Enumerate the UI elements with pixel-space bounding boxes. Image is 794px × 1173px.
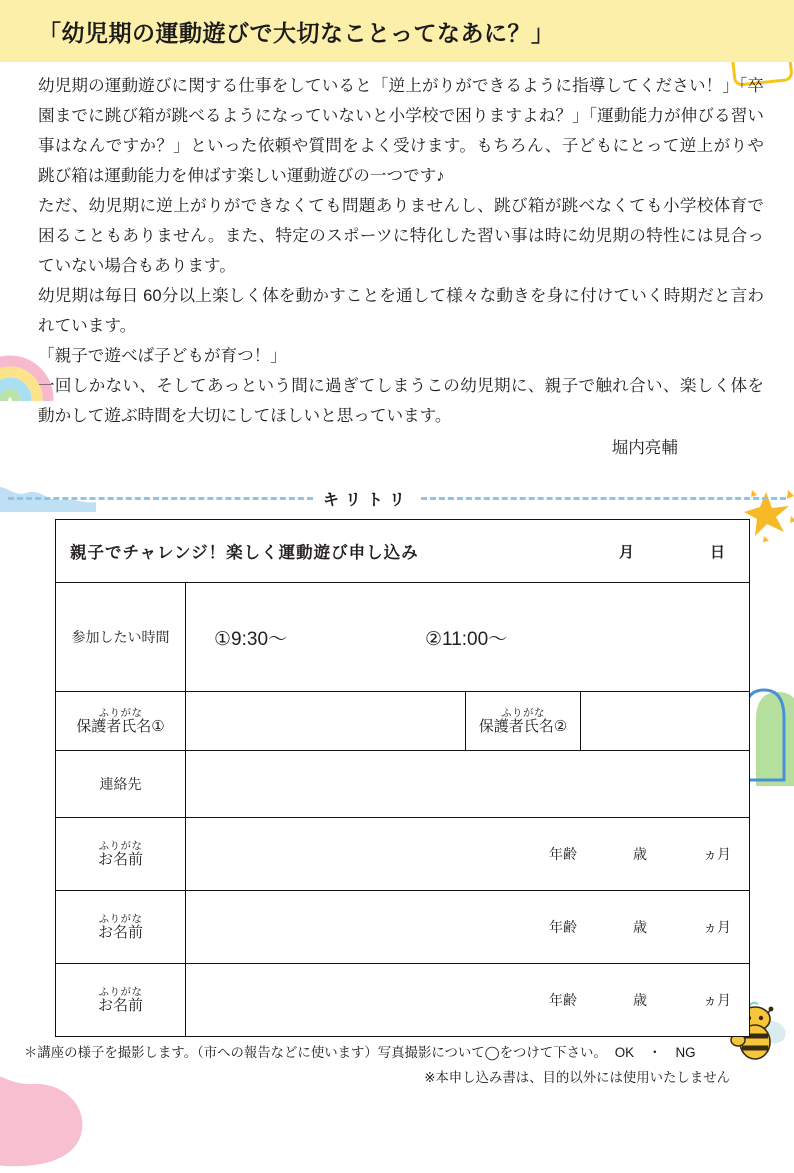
application-form [55,519,744,1037]
footer-notes [24,1042,744,1089]
child-1-ruby: ふりがな [98,839,143,852]
child-2-age-label: 年齢 [549,919,578,935]
child-1-age-label: 年齢 [549,846,578,862]
contact-label: 連絡先 [56,751,186,818]
cut-line-dash-left [8,497,313,500]
child-3-input-cell[interactable] [186,964,750,1037]
form-month-label: 月 [619,543,635,561]
footer-photo-separator: ・ [648,1045,662,1060]
guardian-2-label [466,692,581,751]
guardian-2-name-label: 保護者氏名② [478,717,568,735]
guardian-2-ruby: ふりがな [501,706,545,719]
time-option-1[interactable]: ①9:30〜 [214,628,288,650]
child-3-age-label: 年齢 [549,992,578,1008]
article-paragraph-2: ただ、幼児期に逆上がりができなくても問題ありませんし、跳び箱が跳べなくても小学校体育で困ることもありません。また、特定のスポーツに特化した習い事は時に幼児期の特性には見合っていない場合もあります。 [38,196,764,275]
footer-note-photo [24,1042,744,1064]
child-1-months-label: ヵ月 [703,846,732,862]
child-1-label [56,818,186,891]
form-row-contact [56,751,750,818]
guardian-1-input-cell[interactable] [186,692,466,751]
child-1-years-label: 歳 [633,846,648,862]
child-2-input-cell[interactable] [186,891,750,964]
footer-note-photo-text: ＊講座の様子を撮影します。（市への報告などに使います）写真撮影について◯をつけて下さい。 [24,1045,607,1060]
header-band [0,0,794,62]
contact-input-cell[interactable] [186,751,750,818]
footer-note-privacy: ※本申し込み書は、目的以外には使用いたしません [424,1070,730,1085]
guardian-1-ruby: ふりがな [98,706,143,719]
child-3-ruby: ふりがな [98,985,143,998]
time-row-label: 参加したい時間 [56,583,186,692]
child-1-input-cell[interactable] [186,818,750,891]
time-row-options[interactable] [186,583,750,692]
form-row-title [56,520,750,583]
child-2-months-label: ヵ月 [703,919,732,935]
child-2-years-label: 歳 [633,919,648,935]
article-paragraph-4: 「親子で遊べば子どもが育つ！」 [38,346,287,365]
form-title-cell [56,520,750,583]
cut-line [0,485,794,511]
child-2-label [56,891,186,964]
guardian-1-name-label: 保護者氏名① [76,717,165,735]
child-3-years-label: 歳 [633,992,648,1008]
time-option-2[interactable]: ②11:00〜 [425,628,508,650]
form-row-child-2 [56,891,750,964]
cut-line-label: キリトリ [323,491,412,509]
footer-photo-ok[interactable]: OK [614,1045,635,1060]
application-form-table [55,519,750,1037]
form-row-time [56,583,750,692]
form-title: 親子でチャレンジ！楽しく運動遊び申し込み [70,544,419,562]
author-signature: 堀内亮輔 [611,438,678,457]
form-row-child-1 [56,818,750,891]
child-2-name-label: お名前 [97,923,143,941]
article-paragraph-3: 幼児期は毎日 60分以上楽しく体を動かすことを通して様々な動きを身に付けていく時期だと言われています。 [38,286,764,335]
form-day-label: 日 [710,543,726,561]
child-3-label [56,964,186,1037]
child-3-name-label: お名前 [97,996,143,1014]
page-title: 「幼児期の運動遊びで大切なことってなあに？」 [38,19,555,46]
child-2-ruby: ふりがな [98,912,143,925]
child-1-name-label: お名前 [97,850,143,868]
article-paragraph-5: 一回しかない、そしてあっという間に過ぎてしまうこの幼児期に、親子で触れ合い、楽しく体を動かして遊ぶ時間を大切にしてほしいと思っています。 [38,376,764,425]
form-row-child-3 [56,964,750,1037]
guardian-2-input-cell[interactable] [581,692,750,751]
form-row-guardian [56,692,750,751]
article-paragraph-1: 幼児期の運動遊びに関する仕事をしていると「逆上がりができるように指導してください！」「卒園までに跳び箱が跳べるようになっていないと小学校で困りますよね？」「運動能力が伸びる習い事はなんですか？」といった依頼や質問をよく受けます。もちろん、子どもにとって逆上がりや跳び箱は運動能力を伸ばす楽しい運動遊びの一つです♪ [38,76,764,185]
child-3-months-label: ヵ月 [703,992,732,1008]
article-body [38,71,764,463]
footer-photo-ng[interactable]: NG [675,1045,696,1060]
guardian-1-label [56,692,186,751]
cut-line-dash-right [421,497,786,500]
